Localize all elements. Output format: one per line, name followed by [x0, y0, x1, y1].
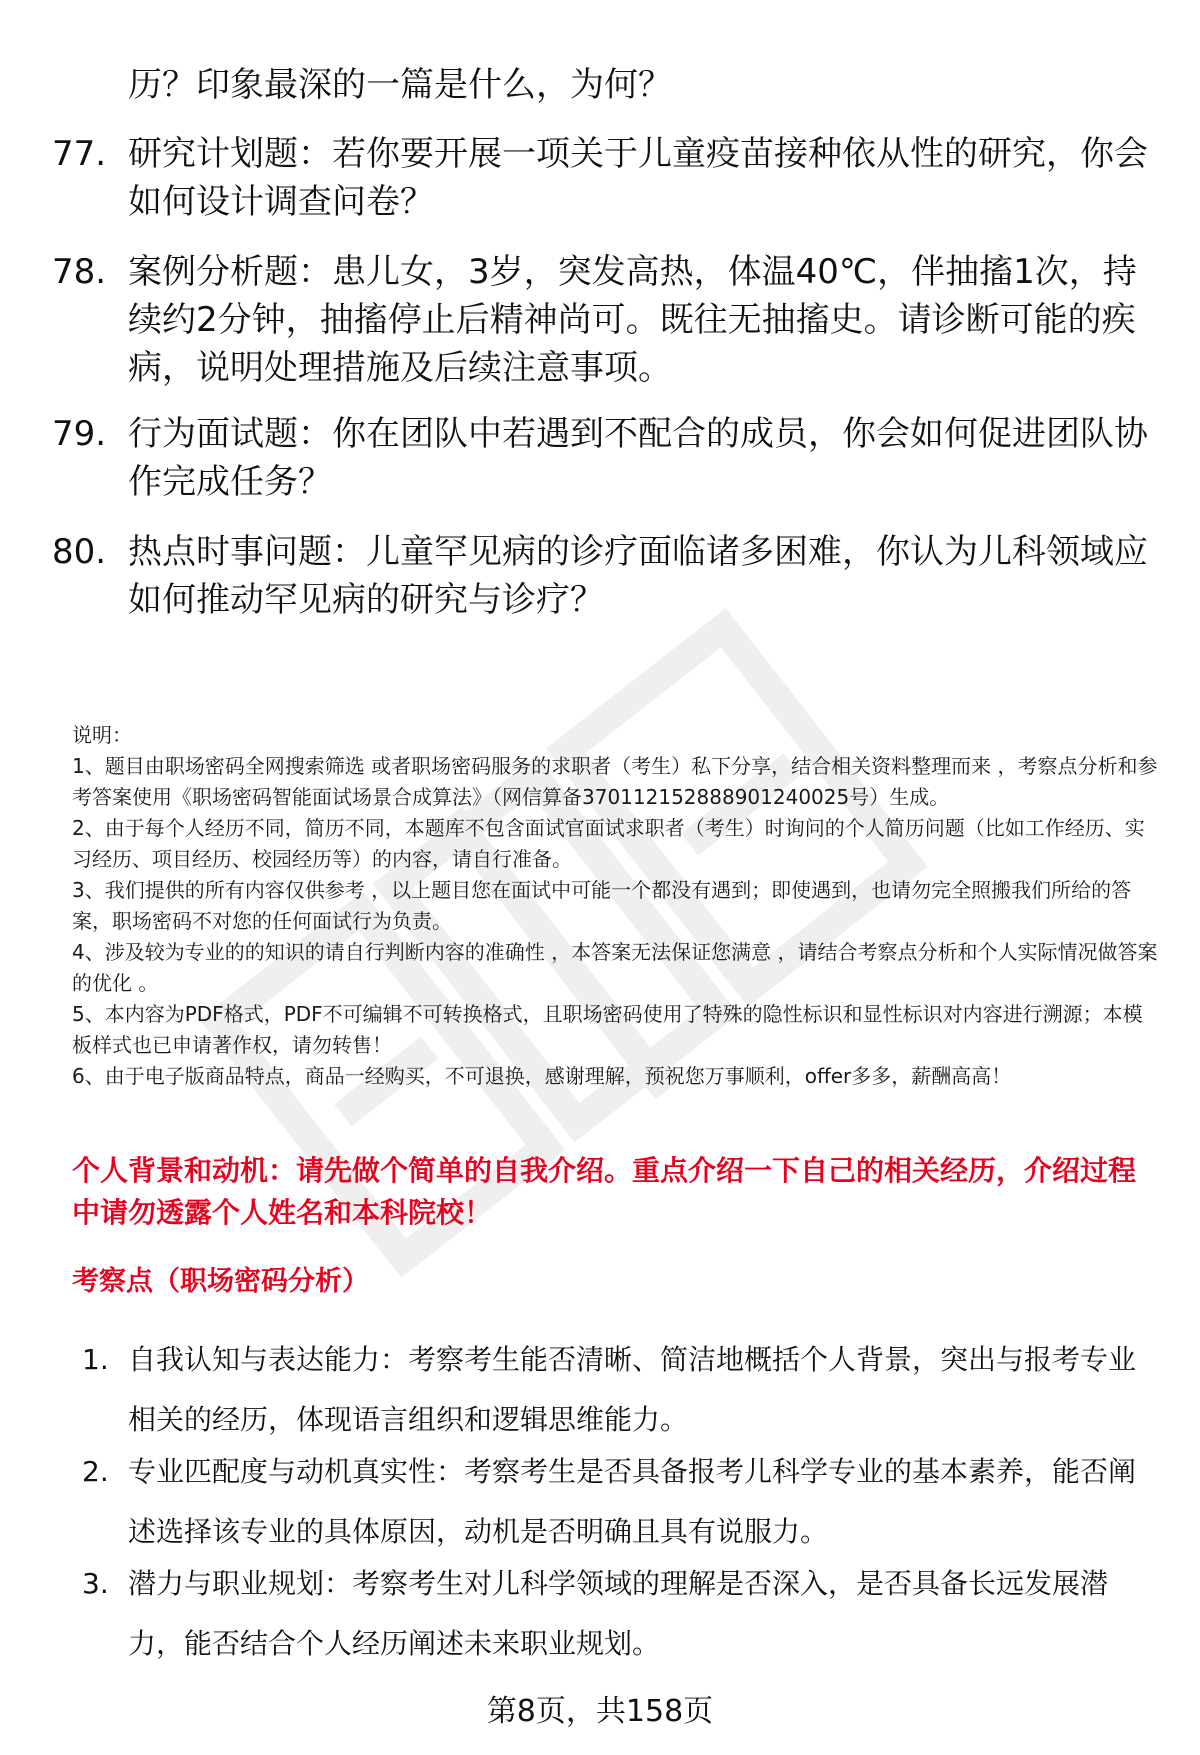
analysis-point [82, 1442, 1162, 1562]
question-text: 研究计划题：若你要开展一项关于儿童疫苗接种依从性的研究，你会如何设计调查问卷？ [128, 134, 1148, 222]
question-item [52, 248, 1162, 392]
question-continuation: 历？印象最深的一篇是什么，为何？ [128, 65, 672, 105]
background-question: 个人背景和动机：请先做个简单的自我介绍。重点介绍一下自己的相关经历，介绍过程中请勿透露个人姓名和本科院校！ [72, 1154, 1137, 1229]
analysis-point [82, 1330, 1162, 1450]
point-number: 2. [82, 1455, 109, 1488]
question-text: 热点时事问题：儿童罕见病的诊疗面临诸多困难，你认为儿科领域应如何推动罕见病的研究与诊疗？ [128, 532, 1148, 620]
note-item: 5、本内容为PDF格式，PDF不可编辑不可转换格式，且职场密码使用了特殊的隐性标识和显性标识对内容进行溯源；本模板样式也已申请著作权，请勿转售！ [72, 1002, 1143, 1057]
note-item: 3、我们提供的所有内容仅供参考 ，以上题目您在面试中可能一个都没有遇到；即使遇到，也请勿完全照搬我们所给的答案，职场密码不对您的任何面试行为负责。 [72, 878, 1132, 933]
kaochadian-title: 考察点（职场密码分析） [72, 1266, 369, 1297]
notes-heading: 说明： [72, 723, 132, 747]
question-number: 79. [52, 414, 107, 454]
question-number: 77. [52, 134, 107, 174]
point-text: 潜力与职业规划：考察考生对儿科学领域的理解是否深入，是否具备长远发展潜力，能否结合个人经历阐述未来职业规划。 [128, 1567, 1109, 1660]
question-text: 行为面试题：你在团队中若遇到不配合的成员，你会如何促进团队协作完成任务？ [128, 414, 1148, 502]
question-item [52, 528, 1162, 624]
note-item: 1、题目由职场密码全网搜索筛选 或者职场密码服务的求职者（考生）私下分享，结合相关资料整理而来 ，考察点分析和参考答案使用《职场密码智能面试场景合成算法》（网信算备370112152888901240025号）生成。 [72, 754, 1158, 809]
question-item [52, 130, 1162, 226]
point-number: 3. [82, 1567, 109, 1600]
note-item: 4、涉及较为专业的的知识的请自行判断内容的准确性 ，本答案无法保证您满意 ，请结合考察点分析和个人实际情况做答案的优化 。 [72, 940, 1158, 995]
note-item: 2、由于每个人经历不同，简历不同，本题库不包含面试官面试求职者（考生）时询问的个人简历问题（比如工作经历、实习经历、项目经历、校园经历等）的内容，请自行准备。 [72, 816, 1145, 871]
analysis-point [82, 1554, 1162, 1674]
point-number: 1. [82, 1343, 109, 1376]
note-item: 6、由于电子版商品特点，商品一经购买，不可退换，感谢理解，预祝您万事顺利，offer多多，薪酬高高！ [72, 1064, 1012, 1088]
question-number: 78. [52, 252, 107, 292]
notes-section [72, 720, 1162, 1092]
question-item [52, 410, 1162, 506]
question-number: 80. [52, 532, 107, 572]
question-text: 案例分析题：患儿女，3岁，突发高热，体温40℃，伴抽搐1次，持续约2分钟，抽搐停止后精神尚可。既往无抽搐史。请诊断可能的疾病，说明处理措施及后续注意事项。 [128, 252, 1137, 388]
page-footer: 第8页，共158页 [486, 1694, 714, 1729]
point-text: 自我认知与表达能力：考察考生能否清晰、简洁地概括个人背景，突出与报考专业相关的经历，体现语言组织和逻辑思维能力。 [128, 1343, 1137, 1436]
point-text: 专业匹配度与动机真实性：考察考生是否具备报考儿科学专业的基本素养，能否阐述选择该专业的具体原因，动机是否明确且具有说服力。 [128, 1455, 1137, 1548]
